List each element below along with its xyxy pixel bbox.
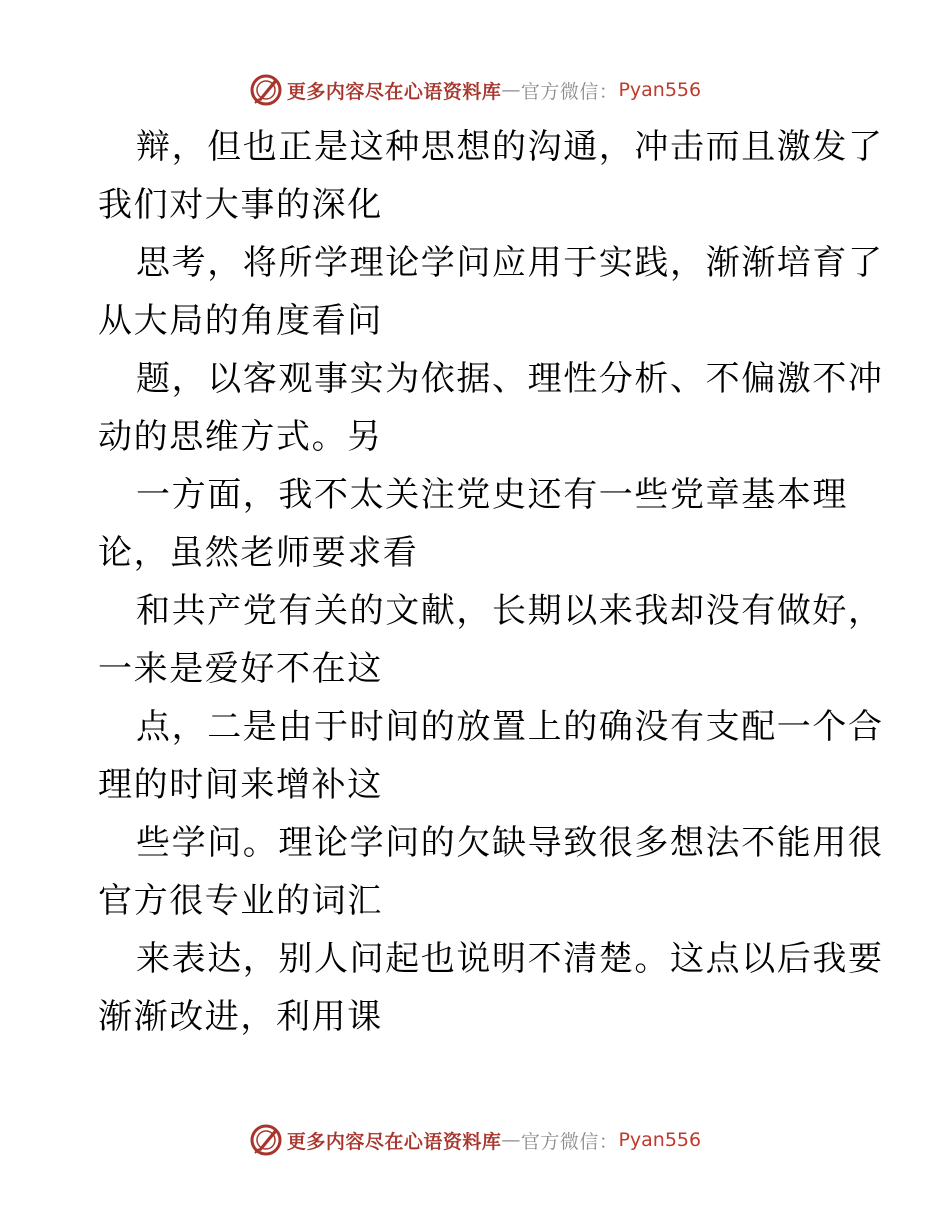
text-line: 一来是爱好不在这 xyxy=(98,649,383,689)
footer-site-text: 更多内容尽在心语资料库 xyxy=(286,1130,502,1153)
text-line: 一方面，我不太关注党史还有一些党章基本理 xyxy=(136,475,848,515)
header-wechat-label: 官方微信： xyxy=(520,80,619,103)
text-line: 我们对大事的深化 xyxy=(98,185,383,225)
header-banner xyxy=(0,72,950,108)
footer-banner xyxy=(0,1122,950,1158)
footer-wechat-label: 官方微信： xyxy=(520,1130,619,1153)
text-line: 论，虽然老师要求看 xyxy=(98,533,419,573)
quill-pen-logo-icon xyxy=(249,1123,283,1157)
text-line: 从大局的角度看问 xyxy=(98,301,383,341)
text-line: 题，以客观事实为依据、理性分析、不偏激不冲 xyxy=(136,359,884,399)
text-line: 和共产党有关的文献，长期以来我却没有做好， xyxy=(136,591,884,631)
text-line: 来表达，别人问起也说明不清楚。这点以后我要 xyxy=(136,939,884,979)
text-line: 官方很专业的词汇 xyxy=(98,881,383,921)
text-line: 动的思维方式。另 xyxy=(98,417,383,457)
document-body xyxy=(98,118,884,1046)
text-line: 思考，将所学理论学问应用于实践，渐渐培育了 xyxy=(136,243,884,283)
footer-wechat-id: Pyan556 xyxy=(618,1129,702,1151)
text-line: 辩，但也正是这种思想的沟通，冲击而且激发了 xyxy=(136,127,884,167)
header-site-text: 更多内容尽在心语资料库 xyxy=(286,80,502,103)
text-line: 渐渐改进，利用课 xyxy=(98,997,383,1037)
header-wechat-id: Pyan556 xyxy=(618,79,702,101)
quill-pen-logo-icon xyxy=(249,73,283,107)
text-line: 理的时间来增补这 xyxy=(98,765,383,805)
text-line: 些学问。理论学问的欠缺导致很多想法不能用很 xyxy=(136,823,884,863)
text-line: 点，二是由于时间的放置上的确没有支配一个合 xyxy=(136,707,884,747)
footer-separator: — xyxy=(501,1129,521,1151)
header-separator: — xyxy=(501,79,521,101)
